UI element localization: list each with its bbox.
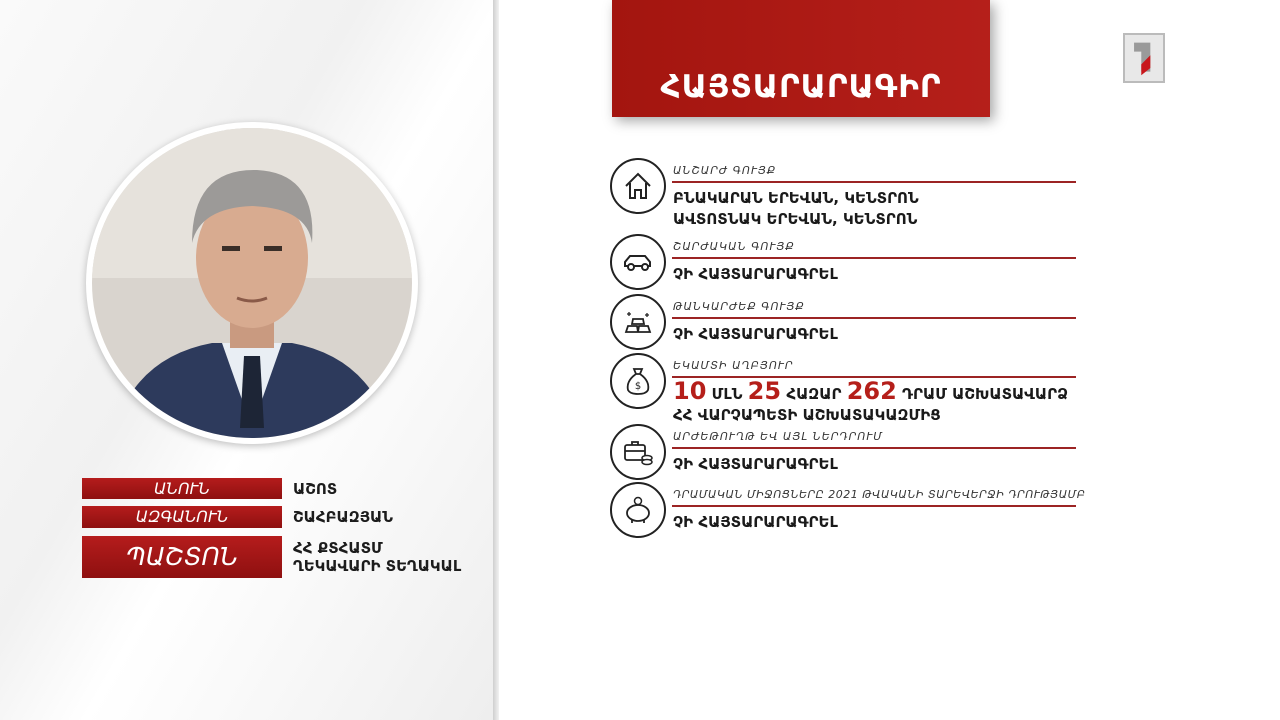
logo-one-icon bbox=[1125, 35, 1163, 81]
section-value: ՉԻ ՀԱՅՏԱՐԱՐԱԳՐԵԼ bbox=[673, 455, 838, 473]
gold-bars-icon bbox=[610, 294, 666, 350]
section-value: ՉԻ ՀԱՅՏԱՐԱՐԱԳՐԵԼ bbox=[673, 513, 838, 531]
amount-thousands: 25 bbox=[747, 377, 782, 405]
piggy-bank-icon bbox=[610, 482, 666, 538]
value-line: ԱՎՏՈՏՆԱԿ ԵՐԵՎԱՆ, ԿԵՆՏՐՈՆ bbox=[673, 210, 918, 228]
briefcase-coins-icon bbox=[610, 424, 666, 480]
unit: ՄԼՆ bbox=[711, 385, 743, 403]
section-value: ՉԻ ՀԱՅՏԱՐԱՐԱԳՐԵԼ bbox=[673, 265, 838, 283]
amount-millions: 10 bbox=[673, 377, 707, 405]
divider-line bbox=[672, 505, 1076, 507]
category-label: ԱՐԺԵԹՈՒՂԹ ԵՎ ԱՅԼ ՆԵՐԴՐՈՒՄ bbox=[673, 430, 883, 443]
channel-logo bbox=[1123, 33, 1165, 83]
section-value bbox=[673, 188, 919, 230]
category-label: ԹԱՆԿԱՐԺԵՔ ԳՈՒՅՔ bbox=[673, 300, 805, 313]
income-type: ԴՐԱՄ ԱՇԽԱՏԱՎԱՐՁ bbox=[902, 385, 1069, 403]
divider-line bbox=[672, 447, 1076, 449]
surname-label: ԱԶԳԱՆՈՒՆ bbox=[82, 506, 282, 528]
income-amount bbox=[673, 378, 1068, 407]
house-icon bbox=[610, 158, 666, 214]
declaration-header bbox=[612, 0, 990, 117]
category-label: ԵԿԱՄՏԻ ԱՂԲՅՈՒՐ bbox=[673, 359, 794, 372]
name-label: ԱՆՈՒՆ bbox=[82, 478, 282, 499]
position-line-1: ՀՀ ՔՏՀԱՏՄ bbox=[293, 539, 383, 557]
divider-line bbox=[672, 181, 1076, 183]
amount-units: 262 bbox=[846, 377, 897, 405]
svg-text:$: $ bbox=[634, 381, 642, 392]
name-value: ԱՇՈՏ bbox=[293, 480, 338, 498]
divider-line bbox=[672, 317, 1076, 319]
income-source: ՀՀ ՎԱՐՉԱՊԵՏԻ ԱՇԽԱՏԱԿԱԶՄԻՑ bbox=[673, 406, 941, 424]
section-value: ՉԻ ՀԱՅՏԱՐԱՐԱԳՐԵԼ bbox=[673, 325, 838, 343]
surname-value: ՇԱՀԲԱԶՅԱՆ bbox=[293, 508, 393, 526]
divider bbox=[493, 0, 499, 720]
header-title: ՀԱՅՏԱՐԱՐԱԳԻՐ bbox=[660, 69, 942, 105]
position-line-2: ՂԵԿԱՎԱՐԻ ՏԵՂԱԿԱԼ bbox=[293, 557, 462, 575]
category-label: ԱՆՇԱՐԺ ԳՈՒՅՔ bbox=[673, 164, 777, 177]
value-line: ԲՆԱԿԱՐԱՆ ԵՐԵՎԱՆ, ԿԵՆՏՐՈՆ bbox=[673, 189, 919, 207]
divider-line bbox=[672, 257, 1076, 259]
car-icon bbox=[610, 234, 666, 290]
position-label: ՊԱՇՏՈՆ bbox=[82, 536, 282, 578]
unit: ՀԱԶԱՐ bbox=[786, 385, 842, 403]
position-value bbox=[293, 539, 461, 575]
portrait-image bbox=[92, 128, 412, 438]
person-photo bbox=[86, 122, 418, 444]
money-bag-icon bbox=[610, 353, 666, 409]
category-label: ՇԱՐԺԱԿԱՆ ԳՈՒՅՔ bbox=[673, 240, 795, 253]
category-label: ԴՐԱՄԱԿԱՆ ՄԻՋՈՑՆԵՐԸ 2021 ԹՎԱԿԱՆԻ ՏԱՐԵՎԵՐՋԻ ԴՐՈՒԹՅԱՄԲ bbox=[673, 488, 1086, 501]
